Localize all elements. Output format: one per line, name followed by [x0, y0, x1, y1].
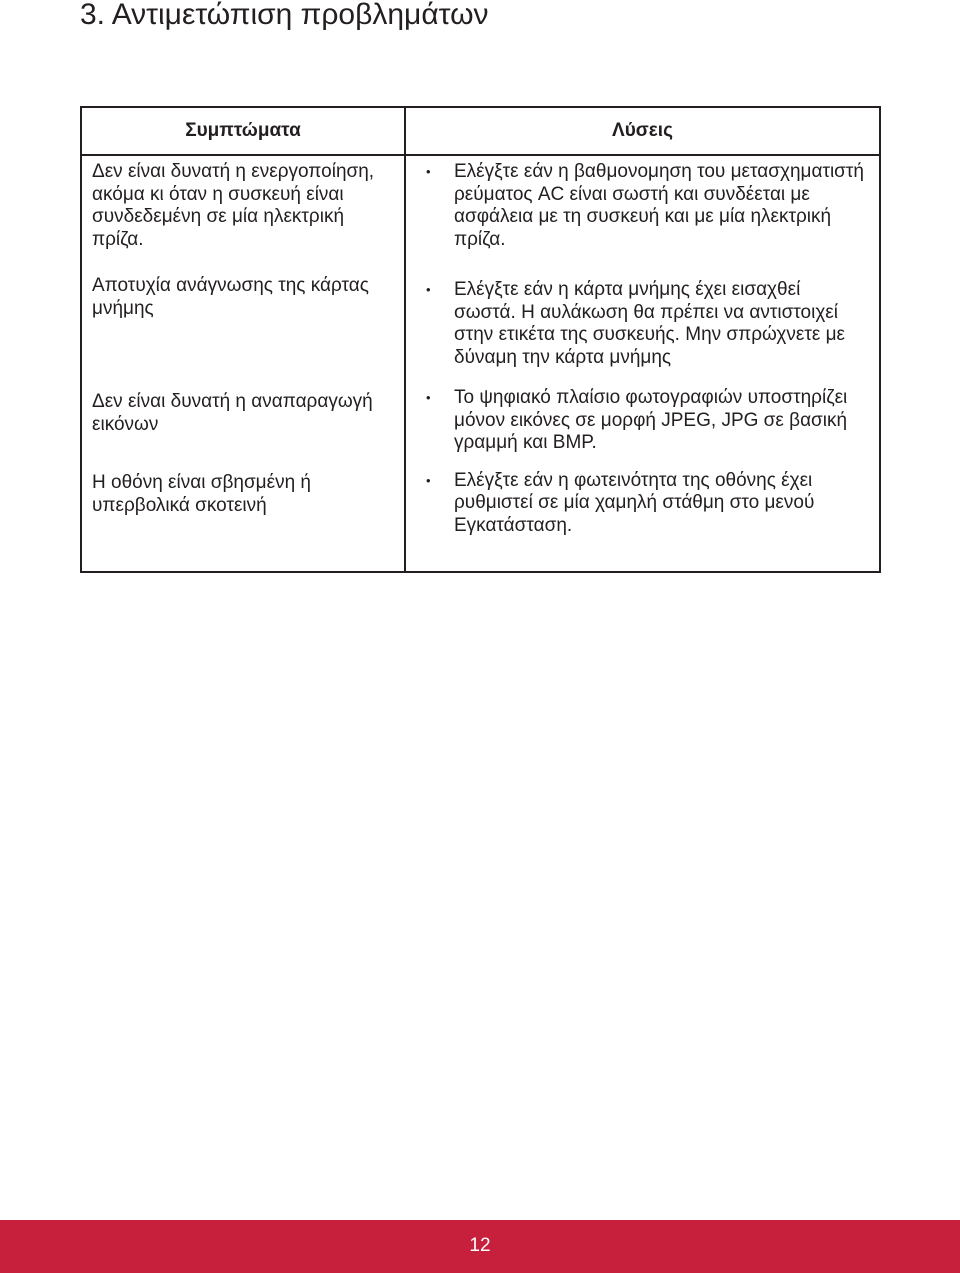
footer-bar [0, 1220, 960, 1273]
solution-item [418, 161, 865, 251]
solutions-cell [405, 155, 880, 572]
solutions-header: Λύσεις [405, 107, 880, 155]
solution-item [418, 279, 865, 369]
bullet-icon: • [426, 164, 431, 179]
solutions-list [418, 161, 865, 537]
page-title: 3. Αντιμετώπιση προβλημάτων [80, 0, 489, 31]
solution-item [418, 387, 865, 455]
solution-text: Το ψηφιακό πλαίσιο φωτογραφιών υποστηρίζει μόνον εικόνες σε μορφή JPEG, JPG σε βασική γραμμή και BMP. [454, 387, 848, 453]
solution-item [418, 470, 865, 538]
symptom-item: Η οθόνη είναι σβησμένη ή υπερβολικά σκοτεινή [92, 472, 312, 516]
bullet-icon: • [426, 282, 431, 297]
table-row [81, 155, 880, 572]
troubleshooting-table [80, 106, 881, 573]
symptom-item: Δεν είναι δυνατή η αναπαραγωγή εικόνων [92, 391, 373, 435]
table-header-row [81, 107, 880, 155]
symptoms-cell [81, 155, 405, 572]
bullet-icon: • [426, 390, 431, 405]
page-number: 12 [469, 1235, 491, 1256]
solution-text: Ελέγξτε εάν η κάρτα μνήμης έχει εισαχθεί σωστά. Η αυλάκωση θα πρέπει να αντιστοιχεί στην ετικέτα της συσκευής. Μην σπρώχνετε με δύναμη την κάρτα μνήμης [454, 279, 845, 368]
solution-text: Ελέγξτε εάν η φωτεινότητα της οθόνης έχει ρυθμιστεί σε μία χαμηλή στάθμη στο μενού Εγκατάσταση. [454, 469, 815, 536]
symptoms-header: Συμπτώματα [81, 107, 405, 155]
bullet-icon: • [426, 472, 431, 488]
symptom-item: Αποτυχία ανάγνωσης της κάρτας μνήμης [92, 275, 369, 319]
solution-text: Ελέγξτε εάν η βαθμονομηση του μετασχηματιστή ρεύματος AC είναι σωστή και συνδέεται με ασφάλεια με τη συσκευή και με μία ηλεκτρική πρίζα. [454, 161, 864, 250]
symptom-item: Δεν είναι δυνατή η ενεργοποίηση, ακόμα κι όταν η συσκευή είναι συνδεδεμένη σε μία ηλεκτρική πρίζα. [92, 161, 375, 250]
